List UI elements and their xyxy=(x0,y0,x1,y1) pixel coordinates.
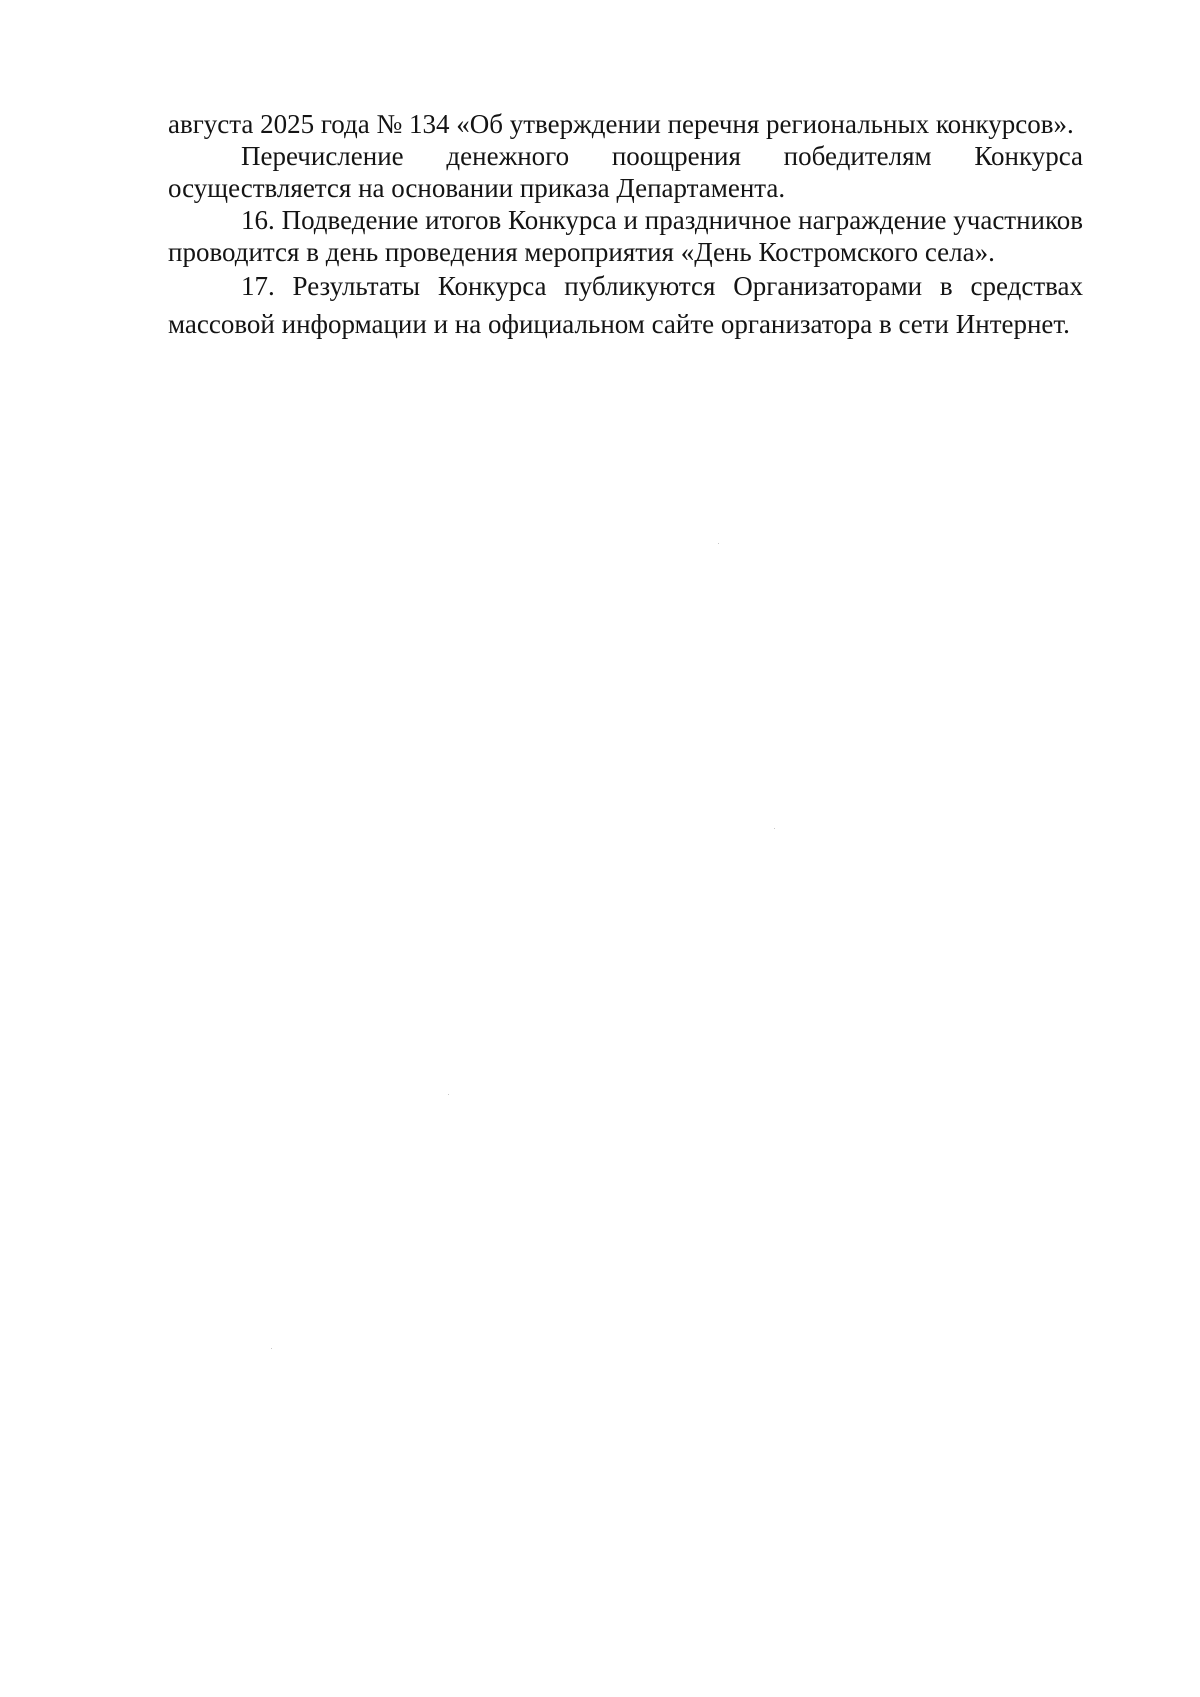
paragraph-continuation: августа 2025 года № 134 «Об утверждении перечня региональных конкурсов». xyxy=(168,109,1074,139)
paragraph-payment: Перечисление денежного поощрения победителям Конкурса осуществляется на основании приказа Департамента. xyxy=(168,141,1083,203)
paragraph-item-17: 17. Результаты Конкурса публикуются Организаторами в средствах массовой информации и на официальном сайте организатора в сети Интернет. xyxy=(168,271,1083,339)
paragraph-item-16: 16. Подведение итогов Конкурса и праздничное награждение участников проводится в день проведения мероприятия «День Костромского села». xyxy=(168,205,1083,267)
scan-speck xyxy=(271,1348,272,1349)
document-body xyxy=(168,108,1083,343)
scan-speck xyxy=(718,543,719,544)
scan-speck xyxy=(774,828,775,829)
scan-speck xyxy=(448,1094,449,1095)
